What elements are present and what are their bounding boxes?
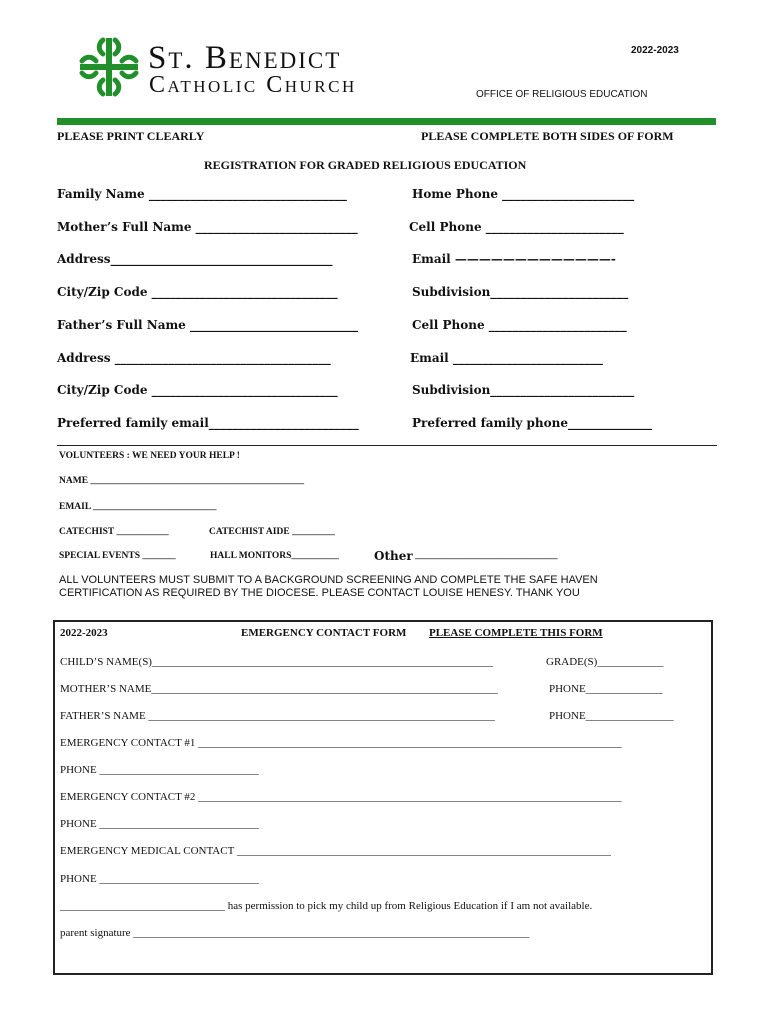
catechist-aide-option[interactable]: CATECHIST AIDE _________ [209,527,335,537]
emergency-contact-2-field[interactable]: EMERGENCY CONTACT #2 _____________________________________________________________________________ [60,791,622,803]
pickup-name-line[interactable]: ______________________________ [60,900,225,912]
emergency-year: 2022-2023 [60,627,108,639]
catechist-option[interactable]: CATECHIST ___________ [59,527,169,537]
section-divider [57,445,717,446]
preferred-email-field[interactable]: Preferred family email_________________________ [57,416,359,430]
mother-cell-phone-field[interactable]: Cell Phone _______________________ [409,220,624,234]
form-title: REGISTRATION FOR GRADED RELIGIOUS EDUCATION [204,158,527,172]
other-field[interactable]: ______________________________ [415,551,558,561]
special-events-option[interactable]: SPECIAL EVENTS _______ [59,551,176,561]
emergency-phone-2-field[interactable]: PHONE _____________________________ [60,818,259,830]
fathers-name-field[interactable]: FATHER’S NAME _______________________________________________________________ [60,710,495,722]
city-zip-field-2[interactable]: City/Zip Code _______________________________ [57,383,338,397]
volunteer-email-field[interactable]: EMAIL __________________________ [59,502,217,512]
complete-both-sides-note: PLEASE COMPLETE BOTH SIDES OF FORM [421,129,674,143]
grades-field[interactable]: GRADE(S)____________ [546,656,664,668]
city-zip-field-1[interactable]: City/Zip Code _______________________________ [57,285,338,299]
emergency-form-note: PLEASE COMPLETE THIS FORM [429,627,603,639]
subdivision-field-1[interactable]: Subdivision_______________________ [412,285,629,299]
print-clearly-note: PLEASE PRINT CLEARLY [57,129,205,143]
mother-name-field[interactable]: Mother’s Full Name ___________________________ [57,220,358,234]
pickup-permission-field[interactable] [60,900,592,912]
emergency-form-title: EMERGENCY CONTACT FORM [241,627,407,639]
family-name-field[interactable]: Family Name _________________________________ [57,187,347,201]
volunteers-heading: VOLUNTEERS : WE NEED YOUR HELP ! [59,451,240,461]
subdivision-field-2[interactable]: Subdivision________________________ [412,383,635,397]
address-field-2[interactable]: Address ____________________________________ [57,351,331,365]
address-field-1[interactable]: Address_____________________________________ [57,252,333,266]
office-label: OFFICE OF RELIGIOUS EDUCATION [476,89,648,100]
mother-phone-field[interactable]: PHONE______________ [549,683,663,695]
volunteer-name-field[interactable]: NAME _____________________________________________ [59,476,305,486]
preferred-phone-field[interactable]: Preferred family phone______________ [412,416,653,430]
volunteer-notice-line1: ALL VOLUNTEERS MUST SUBMIT TO A BACKGROUND SCREENING AND COMPLETE THE SAFE HAVEN [59,574,598,586]
cross-logo-icon [76,34,142,100]
pickup-permission-text: has permission to pick my child up from Religious Education if I am not available. [225,900,593,912]
emergency-phone-1-field[interactable]: PHONE _____________________________ [60,764,259,776]
mothers-name-field[interactable]: MOTHER’S NAME_______________________________________________________________ [60,683,498,695]
hall-monitors-option[interactable]: HALL MONITORS__________ [210,551,339,561]
father-cell-phone-field[interactable]: Cell Phone _______________________ [412,318,627,332]
childs-name-field[interactable]: CHILD’S NAME(S)______________________________________________________________ [60,656,493,668]
header-divider [57,118,716,125]
father-phone-field[interactable]: PHONE________________ [549,710,674,722]
emergency-contact-1-field[interactable]: EMERGENCY CONTACT #1 _____________________________________________________________________________ [60,737,622,749]
church-name-line2: Catholic Church [149,72,357,98]
medical-contact-field[interactable]: EMERGENCY MEDICAL CONTACT ____________________________________________________________________ [60,845,611,857]
volunteer-notice-line2: CERTIFICATION AS REQUIRED BY THE DIOCESE. PLEASE CONTACT LOUISE HENESY. THANK YOU [59,587,580,599]
church-name-line1: St. Benedict [148,40,342,76]
father-name-field[interactable]: Father’s Full Name ____________________________ [57,318,358,332]
home-phone-field[interactable]: Home Phone ______________________ [412,187,635,201]
other-label: Other [374,549,413,563]
medical-phone-field[interactable]: PHONE _____________________________ [60,873,259,885]
email-field-1[interactable]: Email —————————————- [412,252,616,266]
header-year: 2022-2023 [631,45,679,56]
parent-signature-field[interactable]: parent signature ________________________________________________________________________ [60,927,530,939]
email-field-2[interactable]: Email _________________________ [410,351,603,365]
